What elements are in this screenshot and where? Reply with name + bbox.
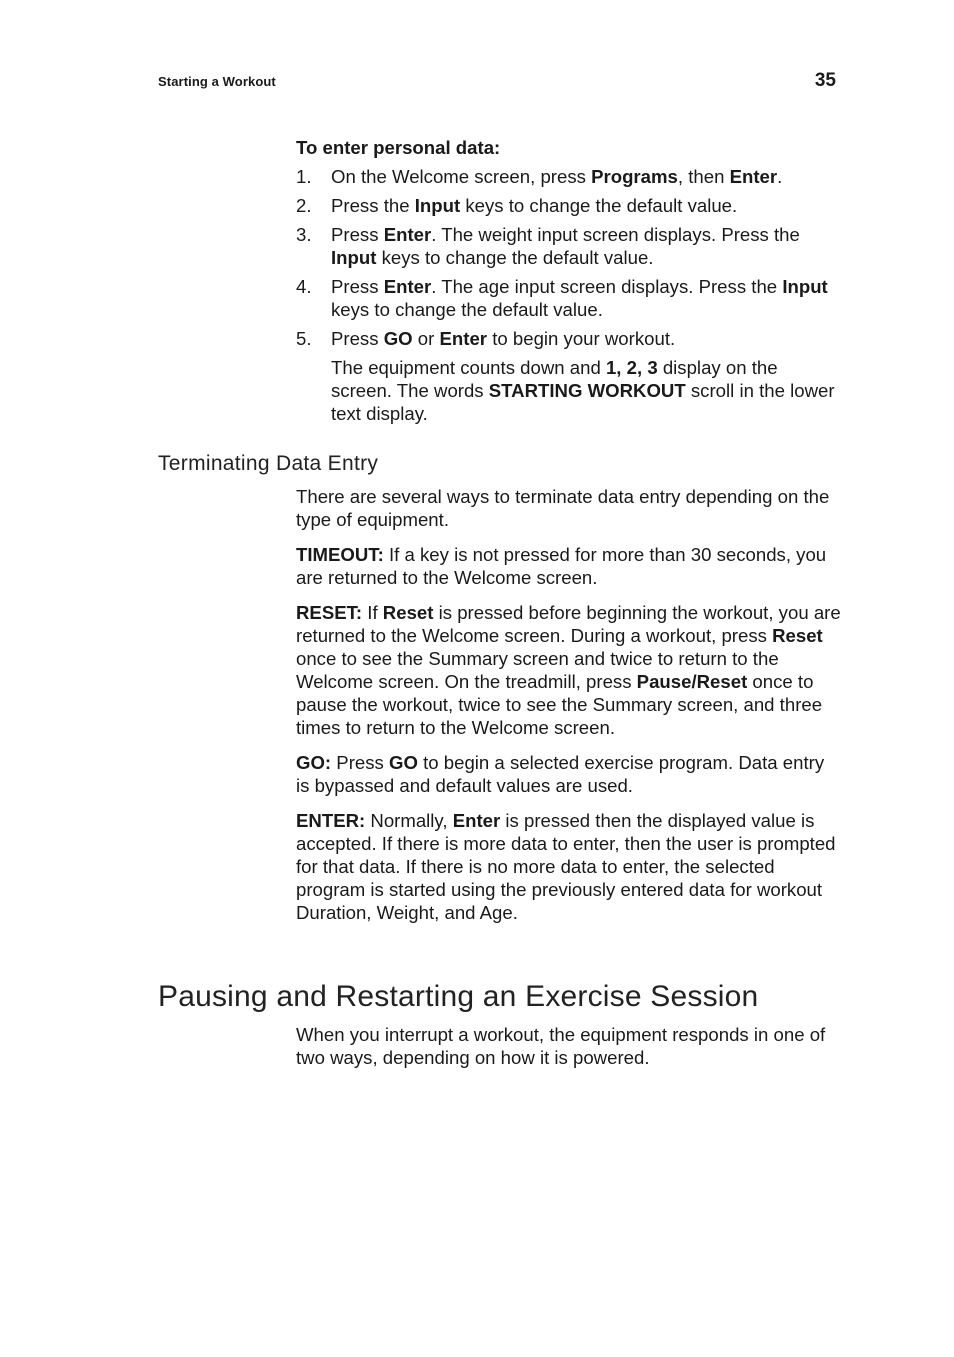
key-name: Reset (772, 625, 823, 646)
term-label: RESET: (296, 602, 363, 623)
key-name: Input (414, 195, 461, 216)
step-text: to begin your workout. (487, 328, 676, 349)
term-text: Press (331, 752, 389, 773)
term-text: If a key is not pressed for more than 30 seconds, you are returned to the Welcome screen. (296, 544, 827, 588)
terminating-body (296, 485, 841, 936)
key-name: Enter (729, 166, 778, 187)
note-text: The equipment counts down and (331, 357, 606, 378)
step-text: Press (331, 276, 384, 297)
step-text: keys to change the default value. (376, 247, 654, 268)
key-name: Input (331, 247, 377, 268)
term-text: is pressed then the displayed value is accepted. If there is more data to enter, then the user is prompted for that data. If there is no more data to enter, the selected program is started using the previously entered data for workout Duration, Weight, and Age. (296, 810, 836, 923)
section-heading-terminating: Terminating Data Entry (158, 452, 379, 475)
term-text: is pressed before beginning the workout, you are returned to the Welcome screen. During a workout, press (296, 602, 841, 646)
pausing-intro: When you interrupt a workout, the equipment responds in one of two ways, depending on how it is powered. (296, 1024, 826, 1068)
step-text: or (412, 328, 440, 349)
step-text: On the Welcome screen, press (331, 166, 592, 187)
step-4 (296, 275, 841, 321)
terminating-intro: There are several ways to terminate data entry depending on the type of equipment. (296, 486, 830, 530)
key-name: GO (383, 328, 413, 349)
reset-paragraph (296, 601, 841, 739)
step-number: 1. (296, 166, 312, 187)
term-text: Normally, (365, 810, 453, 831)
step-text: . The age input screen displays. Press the (431, 276, 783, 297)
procedure-steps (296, 165, 841, 431)
step-note (331, 356, 841, 425)
key-name: Enter (383, 224, 432, 245)
key-name: Input (782, 276, 828, 297)
term-text: once to see the Summary screen and twice to return to the Welcome screen. On the treadmill, press (296, 648, 779, 692)
step-text: keys to change the default value. (331, 299, 603, 320)
term-label: GO: (296, 752, 332, 773)
step-1 (296, 165, 841, 188)
step-text: Press the (331, 195, 415, 216)
step-text: . The weight input screen displays. Press the (431, 224, 800, 245)
step-number: 2. (296, 195, 312, 216)
step-text: , then (677, 166, 730, 187)
go-paragraph (296, 751, 841, 797)
term-text: If (362, 602, 383, 623)
step-3 (296, 223, 841, 269)
key-name: GO (389, 752, 418, 773)
key-name: Enter (383, 276, 432, 297)
step-text: keys to change the default value. (460, 195, 738, 216)
note-text: display on the screen. The words (331, 357, 778, 401)
key-name: Enter (452, 810, 501, 831)
step-5 (296, 327, 841, 425)
key-name: Pause/Reset (636, 671, 748, 692)
page-number: 35 (814, 70, 836, 91)
key-name: Programs (591, 166, 678, 187)
key-name: Enter (439, 328, 488, 349)
term-label: TIMEOUT: (296, 544, 384, 565)
term-text: to begin a selected exercise program. Data entry is bypassed and default values are used. (296, 752, 825, 796)
section-heading-pausing: Pausing and Restarting an Exercise Session (158, 980, 759, 1013)
step-number: 4. (296, 276, 312, 297)
note-text: scroll in the lower text display. (331, 380, 835, 424)
enter-paragraph (296, 809, 841, 924)
step-number: 3. (296, 224, 312, 245)
term-text: once to pause the workout, twice to see the Summary screen, and three times to return to the Welcome screen. (296, 671, 823, 738)
term-label: ENTER: (296, 810, 366, 831)
timeout-paragraph (296, 543, 841, 589)
running-header: Starting a Workout (158, 74, 276, 89)
step-text: Press (331, 224, 384, 245)
key-name: Reset (382, 602, 434, 623)
emphasis: 1, 2, 3 (605, 357, 658, 378)
step-text: Press (331, 328, 384, 349)
emphasis: STARTING WORKOUT (488, 380, 686, 401)
step-text: . (777, 166, 783, 187)
procedure-title: To enter personal data: (296, 137, 501, 158)
step-number: 5. (296, 328, 312, 349)
step-2 (296, 194, 841, 217)
